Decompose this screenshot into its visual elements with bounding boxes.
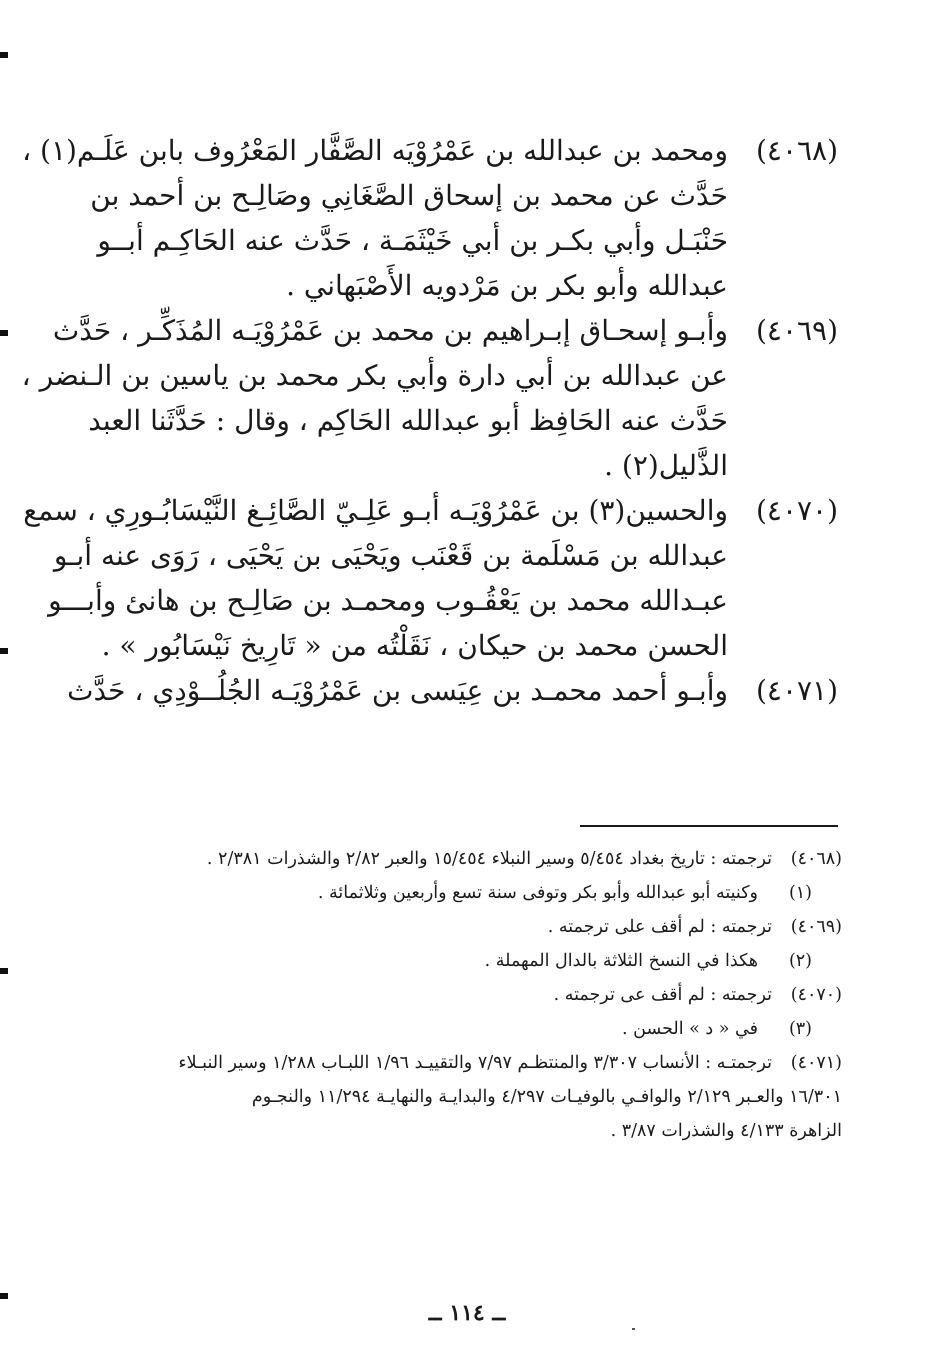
- footnote-entry: [102, 842, 842, 876]
- footnote-text: ترجمتـه : الأنساب ٣/٣٠٧ والمنتظـم ٧/٩٧ والتقييـد ١/٩٦ اللبـاب ١/٢٨٨ وسير النبـلاء: [178, 1053, 772, 1073]
- entry-number: (٤٠٧١): [755, 674, 838, 707]
- footnote-number: (١): [788, 883, 812, 903]
- entry-line: عبدالله وأبو بكر بن مَرْدويه الأَصْبَهاني .: [286, 269, 728, 302]
- footnote-text: وكنيته أبو عبدالله وأبو بكر وتوفى سنة تسع وأربعين وثلاثمائة .: [317, 883, 758, 903]
- entry-line: الذَّليل(٢) .: [604, 449, 728, 482]
- entry-line: والحسين(٣) بن عَمْرُوْيَـه أبـو عَلِـيّ الصَّائِـغ النَّيْسَابُـورِي ، سمع: [23, 494, 728, 527]
- entry-line: وأبـو إسحـاق إبـراهيم بن محمد بن عَمْرُوْيَـه المُذَكِّـر ، حَدَّث: [52, 314, 728, 347]
- footnote-entry: [102, 910, 842, 944]
- footnote-text: الزاهرة ٤/١٣٣ والشذرات ٣/٨٧ .: [610, 1121, 842, 1141]
- entry-number: (٤٠٦٩): [755, 314, 838, 347]
- footnote-sub: [102, 944, 842, 978]
- scan-edge-mark: [0, 330, 8, 336]
- scan-speck: [632, 1328, 635, 1330]
- scan-edge-mark: [0, 648, 8, 654]
- entry-line: عن عبدالله بن أبي دارة وأبي بكر محمد بن ياسين بن الـنضر ،: [21, 359, 728, 392]
- footnote-sub: [102, 1012, 842, 1046]
- entry-line: حَدَّث عن محمد بن إسحاق الصَّغَانِي وصَالِـح بن أحمد بن: [90, 179, 728, 212]
- footnote-sub: [102, 876, 842, 910]
- footnote-text: ترجمته : تاريخ بغداد ٥/٤٥٤ وسير النبلاء ١٥/٤٥٤ والعبر ٢/٨٢ والشذرات ٢/٣٨١ .: [206, 849, 772, 869]
- entry-line: ومحمد بن عبدالله بن عَمْرُوْيَه الصَّفَّار المَعْرُوف بابن عَلَـم(١) ،: [22, 134, 728, 167]
- entry-line: عبدالله بن مَسْلَمة بن قَعْنَب ويَحْيَى بن يَحْيَى ، رَوَى عنه أبـو: [53, 539, 728, 572]
- footnote-number: (٤٠٦٨): [790, 849, 842, 869]
- footnote-text: ترجمته : لم أقف على ترجمته .: [547, 917, 772, 937]
- entry-line: الحسن محمد بن حيكان ، نَقَلْتُه من « تَارِيخ نَيْسَابُور » .: [101, 629, 728, 662]
- entry-number: (٤٠٦٨): [755, 134, 838, 167]
- footnote-text: في « د » الحسن .: [622, 1019, 758, 1039]
- footnote-number: (٤٠٧٠): [790, 985, 842, 1005]
- footnote-text: ١٦/٣٠١ والعـبر ٢/١٢٩ والوافـي بالوفيـات ٤/٢٩٧ والبدايـة والنهايـة ١١/٢٩٤ والنجـوم: [251, 1087, 842, 1107]
- scan-edge-mark: [0, 1293, 8, 1299]
- main-text: [21, 128, 838, 713]
- footnote-number: (٤٠٧١): [790, 1053, 842, 1073]
- footnote-entry: [102, 978, 842, 1012]
- entry-4069: [21, 308, 838, 488]
- footnote-text: ترجمته : لم أقف عى ترجمته .: [553, 985, 772, 1005]
- footnote-number: (٣): [788, 1019, 812, 1039]
- footnote-entry: [102, 1046, 842, 1148]
- entry-line: عبـدالله محمد بن يَعْقُـوب ومحمـد بن صَالِـح بن هانئ وأبـــو: [48, 584, 728, 617]
- footnotes: [102, 842, 842, 1148]
- entry-line: وأبـو أحمد محمـد بن عِيَسى بن عَمْرُوْيَـه الجُلُــوْدِي ، حَدَّث: [67, 674, 728, 707]
- page-number: ــ ١١٤ ــ: [428, 1300, 506, 1326]
- entry-line: حَدَّث عنه الحَافِظ أبو عبدالله الحَاكِم ، وقال : حَدَّثَنا العبد: [88, 404, 728, 437]
- entry-4068: [22, 128, 838, 308]
- footnote-number: (٤٠٦٩): [790, 917, 842, 937]
- scan-edge-mark: [0, 52, 8, 58]
- scan-edge-mark: [0, 968, 8, 974]
- entry-4071: [67, 668, 838, 713]
- footnote-text: هكذا في النسخ الثلاثة بالدال المهملة .: [484, 951, 758, 971]
- entry-line: حَنْبَـل وأبي بكـر بن أبي خَيْثَمَـة ، حَدَّث عنه الحَاكِـم أبــو: [97, 224, 728, 257]
- entry-4070: [23, 488, 838, 668]
- footnote-number: (٢): [788, 951, 812, 971]
- entry-number: (٤٠٧٠): [755, 494, 838, 527]
- footnote-separator: [580, 825, 838, 827]
